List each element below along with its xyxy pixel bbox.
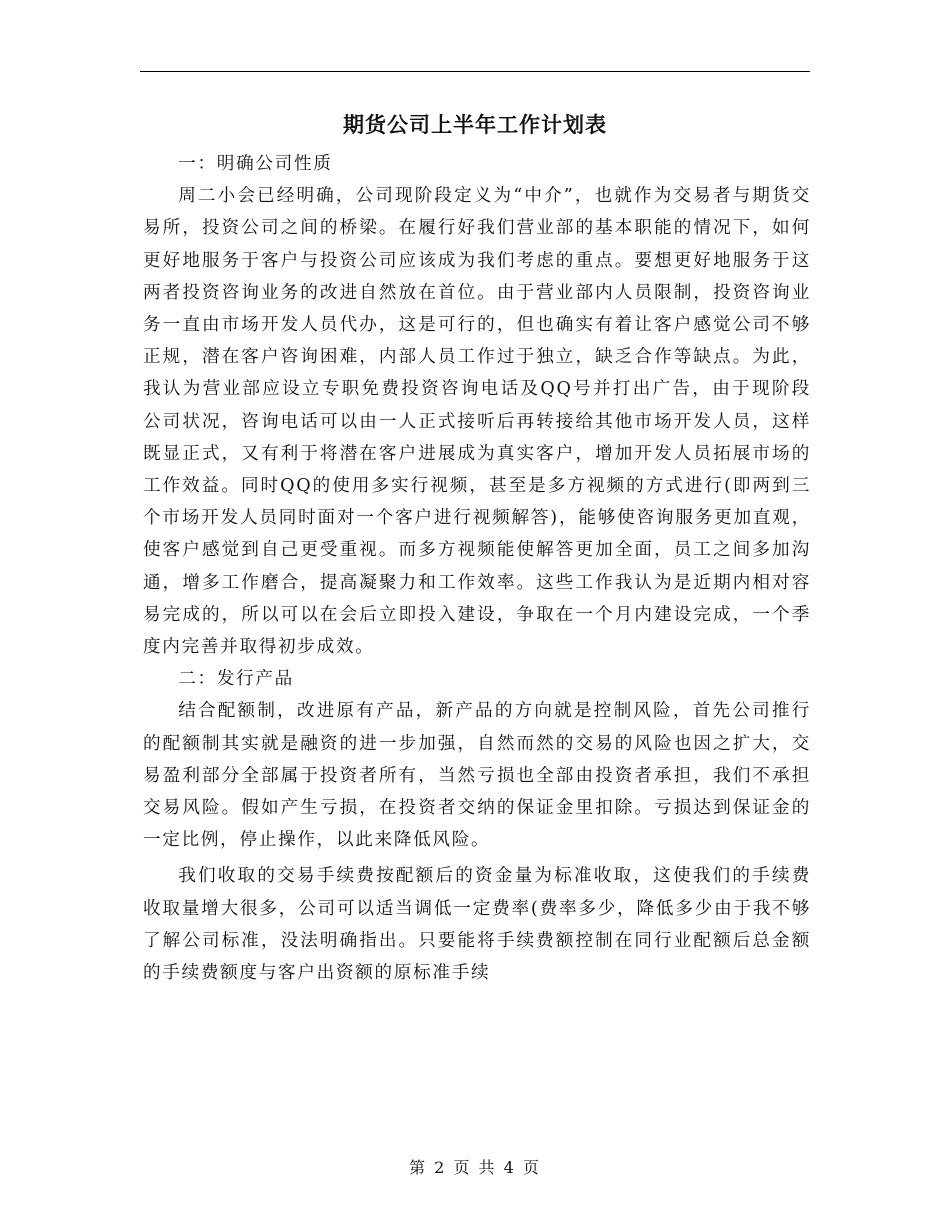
page-number: 第 2 页 共 4 页 xyxy=(409,1158,541,1177)
section-heading-1: 一：明确公司性质 xyxy=(178,154,333,174)
section-2-paragraph-1: 结合配额制，改进原有产品，新产品的方向就是控制风险，首先公司推行的配额制其实就是融资的进一步加强，自然而然的交易的风险也因之扩大，交易盈利部分全部属于投资者所有，当然亏损也全部由投资者承担，我们不承担交易风险。假如产生亏损，在投资者交纳的保证金里扣除。亏损达到保证金的一定比例，停止操作，以此来降低风险。 xyxy=(143,701,811,851)
section-1-paragraph-1: 周二小会已经明确，公司现阶段定义为“中介”，也就作为交易者与期货交易所，投资公司之间的桥梁。在履行好我们营业部的基本职能的情况下，如何更好地服务于客户与投资公司应该成为我们考虑的重点。要想更好地服务于这两者投资咨询业务的改进自然放在首位。由于营业部内人员限制，投资咨询业务一直由市场开发人员代办，这是可行的，但也确实有着让客户感觉公司不够正规，潜在客户咨询困难，内部人员工作过于独立，缺乏合作等缺点。为此，我认为营业部应设立专职免费投资咨询电话及QQ号并打出广告，由于现阶段公司状况，咨询电话可以由一人正式接听后再转接给其他市场开发人员，这样既显正式，又有利于将潜在客户进展成为真实客户，增加开发人员拓展市场的工作效益。同时QQ的使用多实行视频，甚至是多方视频的方式进行(即两到三个市场开发人员同时面对一个客户进行视频解答)，能够使咨询服务更加直观，使客户感觉到自己更受重视。而多方视频能使解答更加全面，员工之间多加沟通，增多工作磨合，提高凝聚力和工作效率。这些工作我认为是近期内相对容易完成的，所以可以在会后立即投入建设，争取在一个月内建设完成，一个季度内完善并取得初步成效。 xyxy=(143,186,811,658)
section-2-paragraph-2: 我们收取的交易手续费按配额后的资金量为标准收取，这使我们的手续费收取量增大很多，公司可以适当调低一定费率(费率多少，降低多少由于我不够了解公司标准，没法明确指出。只要能将手续费额控制在同行业配额后总金额的手续费额度与客户出资额的原标准手续 xyxy=(143,866,811,984)
header-rule xyxy=(140,71,810,72)
document-title: 期货公司上半年工作计划表 xyxy=(343,112,607,137)
section-heading-2: 二：发行产品 xyxy=(178,669,294,690)
document-body xyxy=(143,148,811,989)
